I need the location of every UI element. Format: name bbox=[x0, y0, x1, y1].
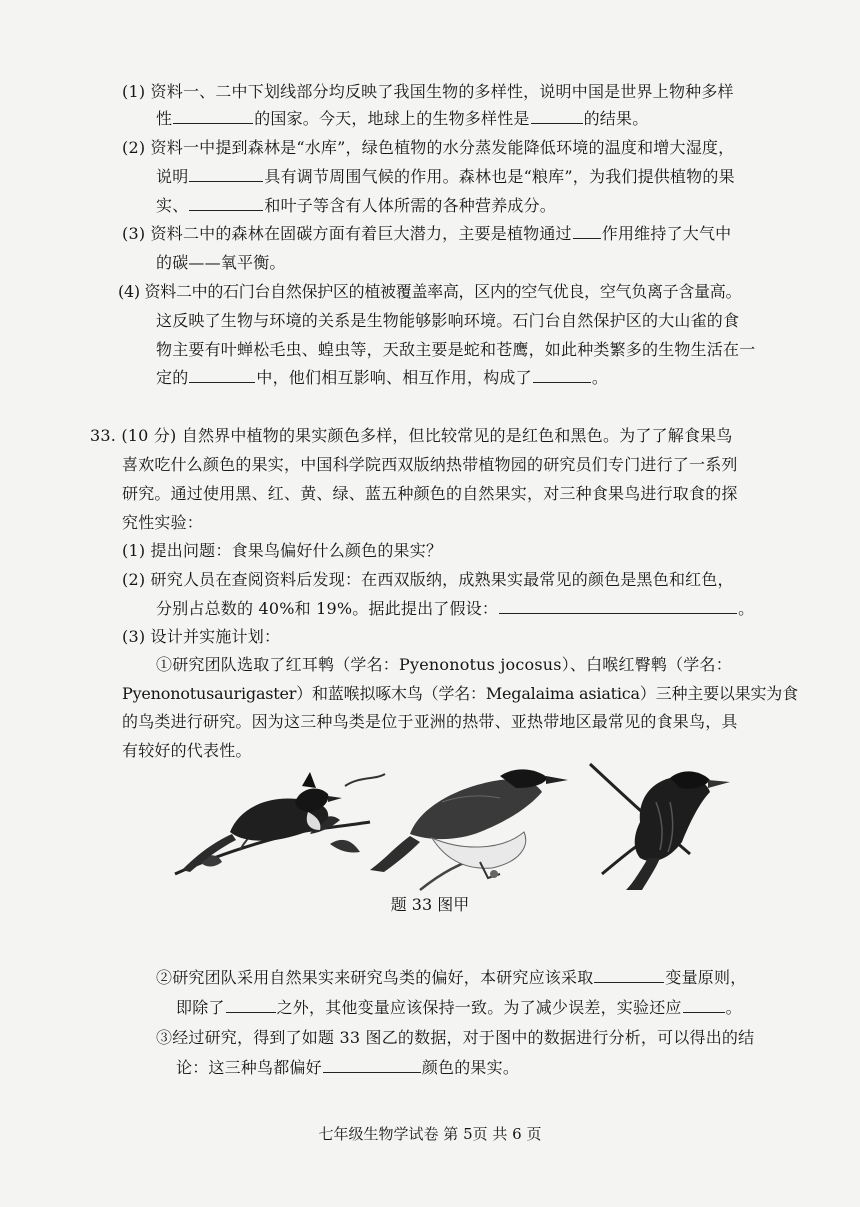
page-footer: 七年级生物学试卷 第 5页 共 6 页 bbox=[318, 1125, 542, 1143]
q33-intro-line1: 33. (10 分) 自然界中植物的果实颜色多样，但比较常见的是红色和黑色。为了了解食果鸟 bbox=[90, 426, 733, 445]
bird-figure-svg bbox=[170, 762, 730, 892]
answer-blank[interactable] bbox=[594, 968, 664, 983]
q33-part1-line4: 有较好的代表性。 bbox=[122, 741, 252, 760]
q32-item4-line3: 物主要有叶蝉松毛虫、蝗虫等，天敌主要是蛇和苍鹰，如此种类繁多的生物生活在一 bbox=[156, 340, 756, 359]
q33-step2-line2: 分别占总数的 40%和 19%。据此提出了假设： 。 bbox=[156, 599, 755, 618]
q33-intro-line4: 究性实验： bbox=[122, 513, 204, 532]
q32-item1-line2: 性 的国家。今天，地球上的生物多样性是 的结果。 bbox=[156, 109, 649, 128]
q33-step2-line1: (2) 研究人员在查阅资料后发现：在西双版纳，成熟果实最常见的颜色是黑色和红色， bbox=[122, 570, 734, 589]
answer-blank[interactable] bbox=[533, 368, 591, 383]
bird-sooty-headed-bulbul bbox=[370, 769, 568, 890]
answer-blank[interactable] bbox=[683, 998, 725, 1013]
q32-item4-line2: 这反映了生物与环境的关系是生物能够影响环境。石门台自然保护区的大山雀的食 bbox=[156, 311, 740, 330]
answer-blank[interactable] bbox=[189, 196, 263, 211]
answer-blank[interactable] bbox=[173, 109, 253, 124]
answer-blank[interactable] bbox=[531, 109, 583, 124]
figure-caption: 题 33 图甲 bbox=[390, 895, 470, 914]
q33-part2-line2: 即除了 之外，其他变量应该保持一致。为了减少误差，实验还应 。 bbox=[176, 998, 742, 1017]
q33-part1-line1: ①研究团队选取了红耳鹎（学名：Pyenonotus jocosus）、白喉红臀鹎（学名： bbox=[156, 655, 732, 674]
q32-item4-line4: 定的 中，他们相互影响、相互作用，构成了 。 bbox=[156, 368, 609, 387]
answer-blank[interactable] bbox=[323, 1058, 421, 1073]
q33-part3-line2: 论：这三种鸟都偏好 颜色的果实。 bbox=[176, 1058, 520, 1077]
answer-blank[interactable] bbox=[573, 224, 601, 239]
q32-item3-line2: 的碳——氧平衡。 bbox=[156, 253, 286, 272]
q32-item2-line1: (2) 资料一中提到森林是“水库”，绿色植物的水分蒸发能降低环境的温度和增大湿度， bbox=[122, 138, 735, 157]
q32-item4-line1: (4) 资料二中的石门台自然保护区的植被覆盖率高，区内的空气优良，空气负离子含量高。 bbox=[118, 282, 742, 301]
answer-blank[interactable] bbox=[499, 599, 737, 614]
q32-item3-line1: (3) 资料二中的森林在固碳方面有着巨大潜力，主要是植物通过 作用维持了大气中 bbox=[122, 224, 732, 243]
answer-blank[interactable] bbox=[226, 998, 276, 1013]
q33-step1: (1) 提出问题：食果鸟偏好什么颜色的果实？ bbox=[122, 541, 443, 560]
q33-part2-line1: ②研究团队采用自然果实来研究鸟类的偏好，本研究应该采取 变量原则， bbox=[156, 968, 747, 987]
answer-blank[interactable] bbox=[189, 167, 263, 182]
q33-part1-line3: 的鸟类进行研究。因为这三种鸟类是位于亚洲的热带、亚热带地区最常见的食果鸟，具 bbox=[122, 712, 738, 731]
q33-intro-line3: 研究。通过使用黑、红、黄、绿、蓝五种颜色的自然果实，对三种食果鸟进行取食的探 bbox=[122, 484, 738, 503]
q33-step3: (3) 设计并实施计划： bbox=[122, 627, 281, 646]
answer-blank[interactable] bbox=[189, 368, 255, 383]
q33-part3-line1: ③经过研究，得到了如题 33 图乙的数据，对于图中的数据进行分析，可以得出的结 bbox=[156, 1028, 755, 1047]
bird-red-whiskered-bulbul bbox=[175, 772, 385, 874]
q32-item2-line3: 实、 和叶子等含有人体所需的各种营养成分。 bbox=[156, 196, 557, 215]
q33-part1-line2: Pyenonotusaurigaster）和蓝喉拟啄木鸟（学名：Megalaima asiatica）三种主要以果实为食 bbox=[122, 684, 798, 703]
bird-blue-throated-barbet bbox=[590, 764, 730, 890]
q33-intro-line2: 喜欢吃什么颜色的果实，中国科学院西双版纳热带植物园的研究员们专门进行了一系列 bbox=[122, 455, 738, 474]
q32-item1-line1: (1) 资料一、二中下划线部分均反映了我国生物的多样性，说明中国是世界上物种多样 bbox=[122, 82, 734, 101]
q32-item2-line2: 说明 具有调节周围气候的作用。森林也是“粮库”，为我们提供植物的果 bbox=[156, 167, 735, 186]
bird-illustrations bbox=[170, 762, 730, 892]
